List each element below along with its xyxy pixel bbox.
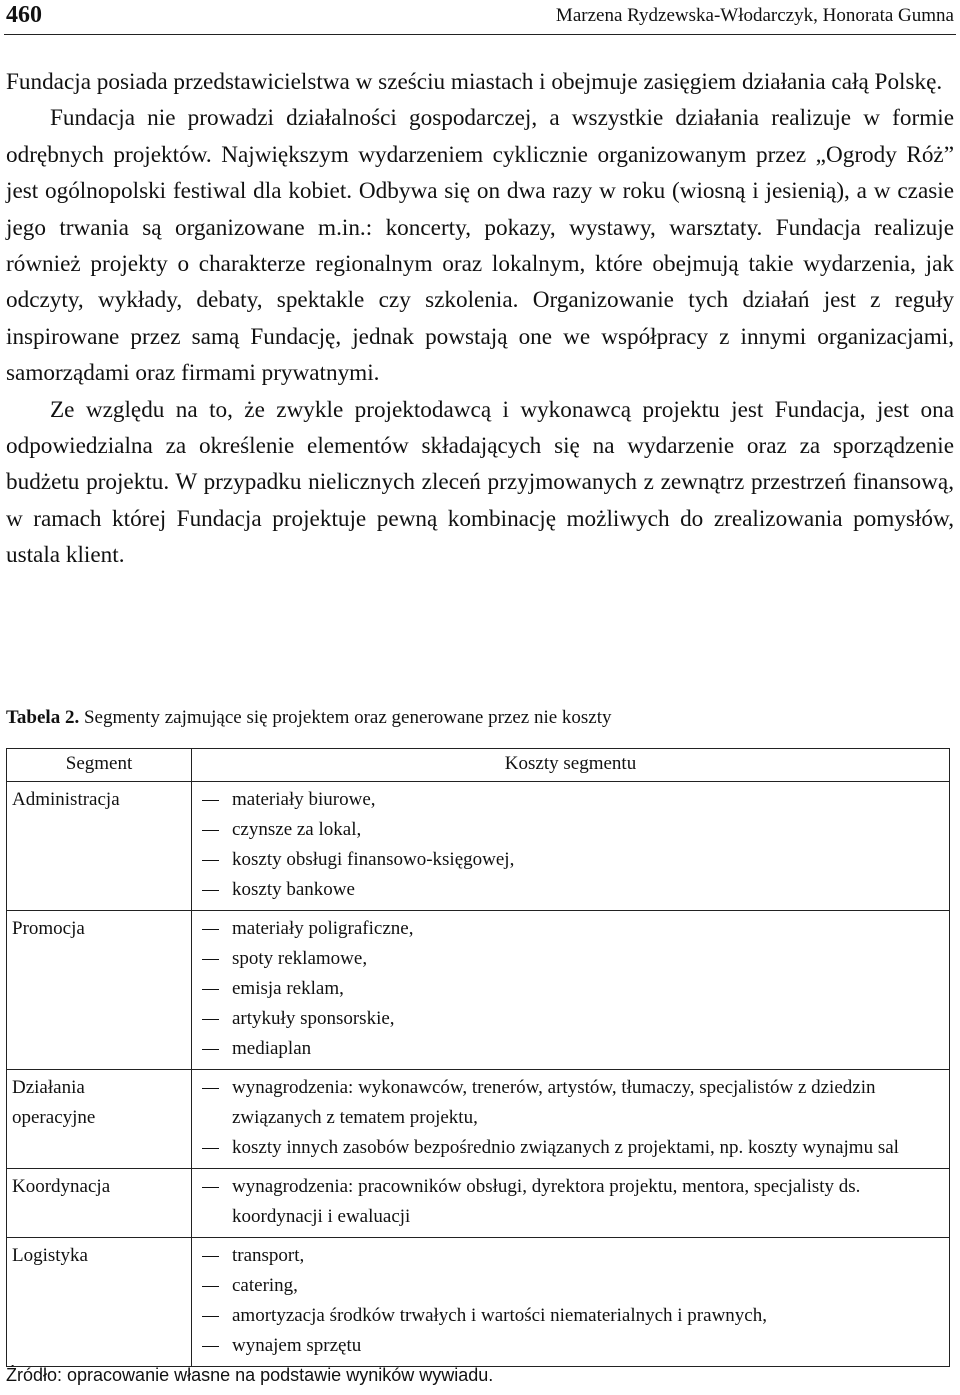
costs-cell — [192, 1070, 950, 1169]
segment-label: Działania operacyjne — [12, 1077, 96, 1128]
cost-item: koszty obsługi finansowo-księgowej, — [202, 845, 949, 875]
cost-item: koszty bankowe — [202, 875, 949, 905]
table-row — [7, 782, 950, 911]
cost-item: catering, — [202, 1271, 949, 1301]
paragraph: Fundacja posiada przedstawicielstwa w sześciu miastach i obejmuje zasięgiem działania całą Polskę. — [6, 69, 943, 95]
cost-list — [202, 914, 949, 1064]
costs-cell — [192, 911, 950, 1070]
segment-label: Promocja — [12, 918, 85, 939]
cost-list — [202, 1241, 949, 1361]
segment-label: Administracja — [12, 789, 120, 810]
segment-cell — [7, 1238, 192, 1367]
segment-cell — [7, 911, 192, 1070]
cost-list — [202, 1073, 949, 1163]
table-row — [7, 1169, 950, 1238]
cost-item: amortyzacja środków trwałych i wartości niematerialnych i prawnych, — [202, 1301, 949, 1331]
table-source-note: Źródło: opracowanie własne na podstawie wyników wywiadu. — [6, 1365, 494, 1385]
cost-item: spoty reklamowe, — [202, 944, 949, 974]
column-header-costs: Koszty segmentu — [192, 749, 950, 782]
table-caption-text: Segmenty zajmujące się projektem oraz generowane przez nie koszty — [79, 707, 612, 728]
running-head: Marzena Rydzewska-Włodarczyk, Honorata Gumna — [555, 5, 954, 26]
table-row — [7, 1070, 950, 1169]
cost-item: materiały poligraficzne, — [202, 914, 949, 944]
segments-table — [6, 748, 950, 1367]
paragraph: Ze względu na to, że zwykle projektodawcą i wykonawcą projektu jest Fundacja, jest ona odpowiedzialna za określenie elementów składających się na wydarzenie oraz za sporządzenie budżetu projektu. W przypadku nielicznych zleceń przyjmowanych z zewnątrz przestrzeń finansową, w ramach której Fundacja projektuje pewną kombinację możliwych do zrealizowania pomysłów, ustala klient. — [6, 396, 954, 569]
cost-item: mediaplan — [202, 1034, 949, 1064]
cost-item: czynsze za lokal, — [202, 815, 949, 845]
segment-cell — [7, 1169, 192, 1238]
segment-label: Koordynacja — [12, 1176, 111, 1197]
page-number: 460 — [6, 2, 42, 28]
table-caption-label: Tabela 2. — [6, 707, 80, 728]
cost-list — [202, 785, 949, 905]
cost-list — [202, 1172, 949, 1232]
segment-cell — [7, 782, 192, 911]
table-row — [7, 1238, 950, 1367]
table-row — [7, 911, 950, 1070]
segment-cell — [7, 1070, 192, 1169]
cost-item: materiały biurowe, — [202, 785, 949, 815]
paragraph: Fundacja nie prowadzi działalności gospodarczej, a wszystkie działania realizuje w formie odrębnych projektów. Największym wydarzeniem cyklicznie organizowanym przez „Ogrody Róż” jest ogólnopolski festiwal dla kobiet. Odbywa się on dwa razy w roku (wiosną i jesienią), a w czasie jego trwania są organizowane m.in.: koncerty, pokazy, wystawy, warsztaty. Fundacja realizuje również projekty o charakterze regionalnym oraz lokalnym, które obejmują takie wydarzenia, jak odczyty, wykłady, debaty, spektakle czy szkolenia. Organizowanie tych działań jest z reguły inspirowane przez samą Fundację, jednak powstają one we współpracy z innymi organizacjami, samorządami oraz firmami prywatnymi. — [6, 105, 954, 387]
segment-label: Logistyka — [12, 1245, 88, 1266]
cost-item: artykuły sponsorskie, — [202, 1004, 949, 1034]
table-caption — [6, 706, 612, 730]
cost-item: wynagrodzenia: pracowników obsługi, dyrektora projektu, mentora, specjalisty ds. koordynacji i ewaluacji — [202, 1172, 949, 1232]
cost-item: wynagrodzenia: wykonawców, trenerów, artystów, tłumaczy, specjalistów z dziedzin związanych z tematem projektu, — [202, 1073, 949, 1133]
column-header-segment: Segment — [7, 749, 192, 782]
costs-cell — [192, 1238, 950, 1367]
cost-item: transport, — [202, 1241, 949, 1271]
body-text — [6, 64, 954, 574]
cost-item: koszty innych zasobów bezpośrednio związanych z projektami, np. koszty wynajmu sal — [202, 1133, 949, 1163]
costs-cell — [192, 1169, 950, 1238]
costs-cell — [192, 782, 950, 911]
cost-item: emisja reklam, — [202, 974, 949, 1004]
table-header-row — [7, 749, 950, 782]
page-header — [4, 0, 956, 35]
cost-item: wynajem sprzętu — [202, 1331, 949, 1361]
